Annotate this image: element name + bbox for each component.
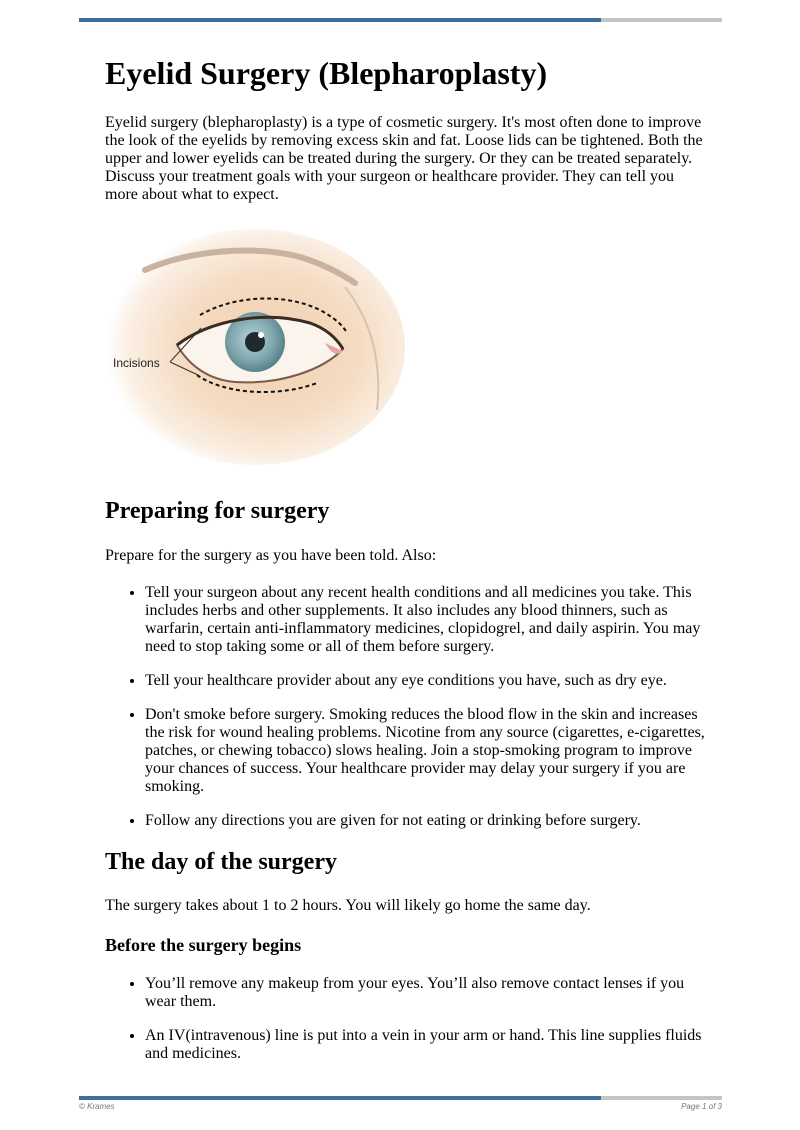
list-item: • Tell your surgeon about any recent health conditions and all medicines you take. This includes herbs and other supplements. It also includes any blood thinners, such as warfarin, certain anti-inflammatory medicines, clopidogrel, and daily aspirin. You may need to stop taking some or all of them before surgery. (145, 584, 705, 656)
eyelid-illustration (105, 225, 405, 470)
incisions-label: Incisions (113, 356, 160, 371)
footer-page-number: Page 1 of 3 (681, 1102, 722, 1111)
bottom-bar-gray (601, 1096, 722, 1100)
day-lead: The surgery takes about 1 to 2 hours. You will likely go home the same day. (105, 896, 591, 914)
intro-paragraph: Eyelid surgery (blepharoplasty) is a type of cosmetic surgery. It's most often done to improve the look of the eyelids by removing excess skin and fat. Loose lids can be tightened. Both the upper and lower eyelids can be treated during the surgery. Or they can be treated separately. Discuss your treatment goals with your surgeon or healthcare provider. They can tell you more about what to expect. (105, 114, 703, 204)
list-item: • Tell your healthcare provider about any eye conditions you have, such as dry eye. (145, 672, 705, 690)
list-item: • Follow any directions you are given for not eating or drinking before surgery. (145, 812, 705, 830)
footer-copyright: © Krames (79, 1102, 115, 1111)
top-bar-gray (601, 18, 722, 22)
list-item: • You’ll remove any makeup from your eyes. You’ll also remove contact lenses if you wear them. (145, 975, 705, 1011)
document-content (105, 54, 705, 1063)
bottom-bar-accent (79, 1096, 601, 1100)
before-list (105, 975, 705, 1063)
heading-preparing: Preparing for surgery (105, 498, 330, 525)
eye-illustration-svg (105, 225, 405, 470)
top-bar-accent (79, 18, 601, 22)
heading-day-of-surgery: The day of the surgery (105, 849, 337, 876)
list-item: • An IV(intravenous) line is put into a vein in your arm or hand. This line supplies fluids and medicines. (145, 1027, 705, 1063)
page-title: Eyelid Surgery (Blepharoplasty) (105, 55, 548, 91)
eye-highlight (258, 332, 264, 338)
bottom-divider-bar (79, 1096, 722, 1100)
heading-before-surgery: Before the surgery begins (105, 934, 302, 955)
preparing-list (105, 584, 705, 830)
list-item: • Don't smoke before surgery. Smoking reduces the blood flow in the skin and increases the risk for wound healing problems. Nicotine from any source (cigarettes, e-cigarettes, patches, or chewing tobacco) slows healing. Join a stop-smoking program to improve your chances of success. Your healthcare provider may delay your surgery if you are smoking. (145, 706, 705, 796)
preparing-lead: Prepare for the surgery as you have been told. Also: (105, 547, 437, 565)
top-divider-bar (79, 18, 722, 22)
